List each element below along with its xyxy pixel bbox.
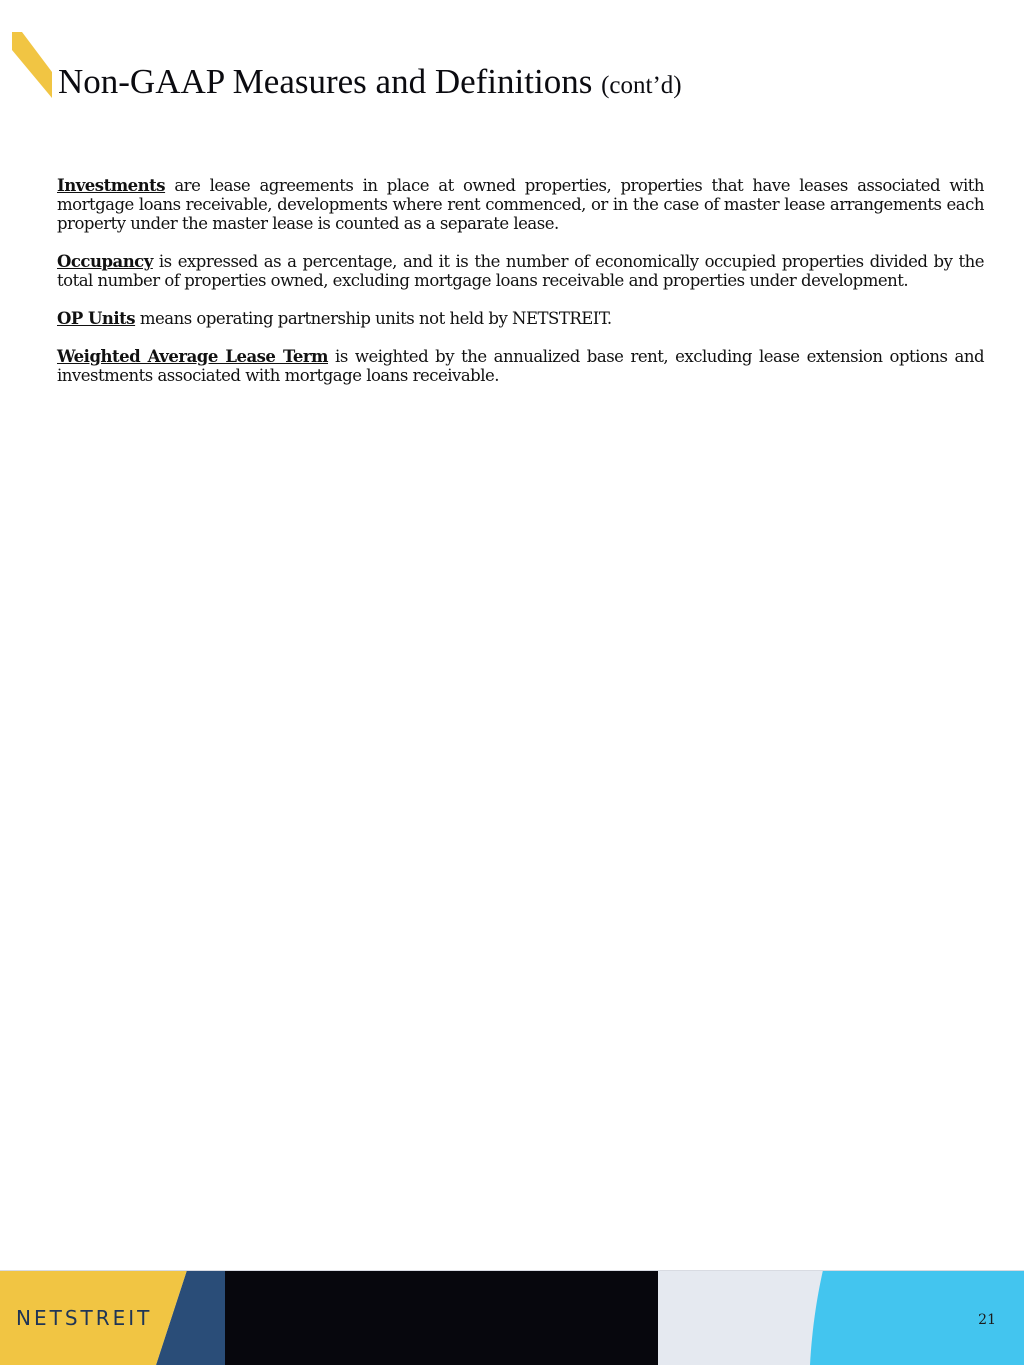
footer-band-black [225, 1270, 658, 1365]
definition-weighted-average-lease-term [57, 347, 984, 385]
definition-term: Investments [57, 176, 166, 195]
page-number: 21 [978, 1312, 996, 1328]
definition-text: is expressed as a percentage, and it is the number of economically occupied properties divided by the total number of properties owned, excluding mortgage loans receivable and properties under development. [57, 252, 984, 290]
page-title-main: Non-GAAP Measures and Definitions [58, 62, 593, 101]
footer-band [0, 1270, 1024, 1365]
definition-term: Weighted Average Lease Term [57, 347, 328, 366]
page-title [58, 58, 682, 110]
definition-text: means operating partnership units not held by NETSTREIT. [139, 309, 612, 328]
netstreit-logo: NETSTREIT [16, 1306, 153, 1330]
definition-text: is weighted by the annualized base rent, excluding lease extension options and investments associated with mortgage loans receivable. [57, 347, 985, 385]
definition-op-units [57, 309, 984, 328]
page-title-suffix: (cont’d) [601, 72, 682, 99]
footer-divider [0, 1270, 1024, 1271]
definitions-list [57, 176, 984, 404]
title-accent-mark [0, 0, 60, 110]
definition-text: are lease agreements in place at owned properties, properties that have leases associated with mortgage loans receivable, developments where rent commenced, or in the case of master lease arrangements each property under the master lease is counted as a separate lease. [57, 176, 984, 233]
definition-term: Occupancy [57, 252, 153, 271]
definition-investments [57, 176, 984, 233]
footer-color-bands [0, 1270, 1024, 1365]
definition-occupancy [57, 252, 984, 290]
definition-term: OP Units [57, 309, 136, 328]
